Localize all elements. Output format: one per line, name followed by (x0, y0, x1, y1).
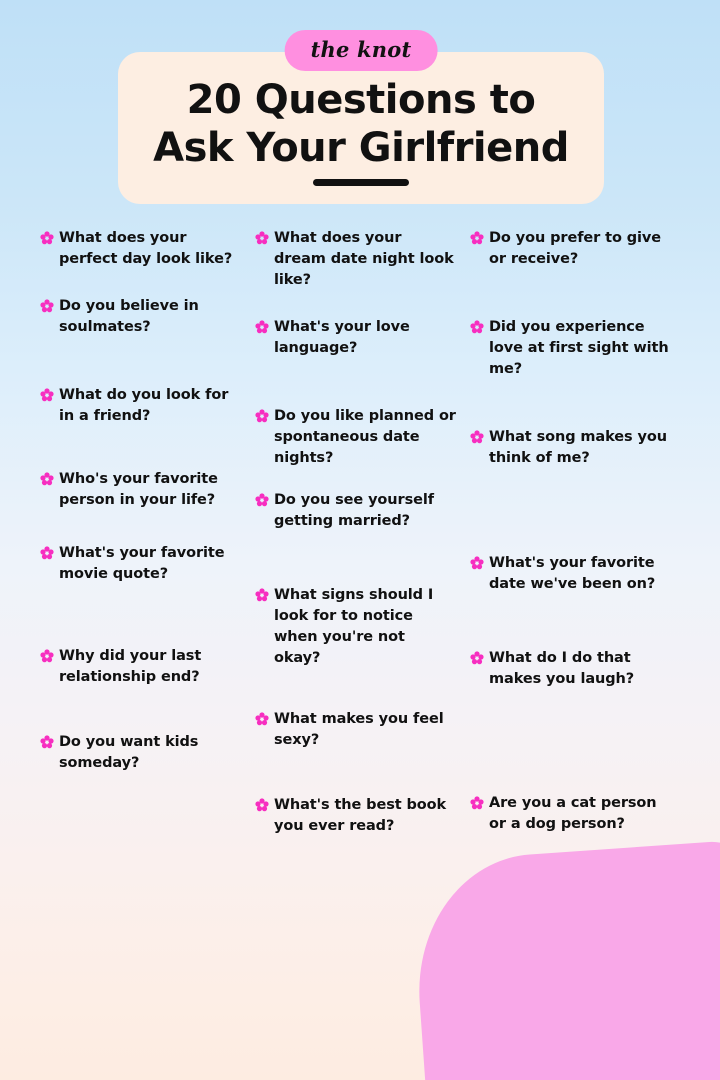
question-text: Did you experience love at first sight with me? (489, 319, 669, 377)
question-item (255, 585, 456, 669)
questions-columns (40, 228, 686, 837)
flower-bullet-icon (40, 231, 54, 247)
question-text: Why did your last relationship end? (59, 648, 202, 685)
question-item (255, 795, 456, 837)
flower-bullet-icon (255, 320, 269, 336)
question-item (470, 317, 671, 380)
question-text: What's the best book you ever read? (274, 797, 447, 834)
question-text: Do you like planned or spontaneous date nights? (274, 408, 456, 466)
question-item (470, 793, 671, 835)
question-item (40, 385, 241, 427)
title-underline (313, 179, 409, 186)
question-item (255, 406, 456, 469)
header-card (118, 37, 604, 204)
question-item (40, 296, 241, 338)
question-text: What does your perfect day look like? (59, 230, 233, 267)
question-item (255, 317, 456, 359)
flower-bullet-icon (40, 299, 54, 315)
question-item (40, 228, 241, 270)
flower-bullet-icon (40, 649, 54, 665)
question-text: What song makes you think of me? (489, 429, 667, 466)
flower-bullet-icon (40, 546, 54, 562)
question-text: What's your favorite date we've been on? (489, 555, 656, 592)
flower-bullet-icon (40, 472, 54, 488)
brand-logo: the knot (285, 30, 438, 71)
question-text: Do you see yourself getting married? (274, 492, 434, 529)
question-item (255, 228, 456, 291)
flower-bullet-icon (255, 712, 269, 728)
questions-column-1 (40, 228, 255, 837)
question-item (470, 427, 671, 469)
question-text: Do you want kids someday? (59, 734, 199, 771)
question-text: Do you believe in soulmates? (59, 298, 199, 335)
flower-bullet-icon (470, 556, 484, 572)
flower-bullet-icon (470, 430, 484, 446)
flower-bullet-icon (255, 588, 269, 604)
flower-bullet-icon (255, 798, 269, 814)
flower-bullet-icon (470, 796, 484, 812)
flower-bullet-icon (40, 735, 54, 751)
question-item (255, 490, 456, 532)
question-text: Are you a cat person or a dog person? (489, 795, 657, 832)
page-title-line2: Ask Your Girlfriend (153, 125, 569, 171)
flower-bullet-icon (470, 651, 484, 667)
question-item (40, 543, 241, 585)
question-item (255, 709, 456, 751)
question-item (40, 469, 241, 511)
flower-bullet-icon (255, 493, 269, 509)
decorative-pink-blob-secondary (480, 900, 720, 1080)
question-text: What's your love language? (274, 319, 410, 356)
question-text: Who's your favorite person in your life? (59, 471, 218, 508)
question-item (470, 553, 671, 595)
page-title-line1: 20 Questions to (186, 77, 536, 123)
flower-bullet-icon (470, 320, 484, 336)
question-text: What does your dream date night look like? (274, 230, 454, 288)
question-text: What signs should I look for to notice when you're not okay? (274, 587, 434, 666)
flower-bullet-icon (470, 231, 484, 247)
question-text: What do I do that makes you laugh? (489, 650, 635, 687)
question-item (470, 228, 671, 270)
question-item (470, 648, 671, 690)
question-text: What's your favorite movie quote? (59, 545, 225, 582)
questions-column-3 (470, 228, 685, 837)
question-text: What do you look for in a friend? (59, 387, 229, 424)
page-title (118, 76, 604, 172)
question-item (40, 732, 241, 774)
questions-column-2 (255, 228, 470, 837)
question-text: What makes you feel sexy? (274, 711, 444, 748)
question-item (40, 646, 241, 688)
flower-bullet-icon (40, 388, 54, 404)
flower-bullet-icon (255, 231, 269, 247)
flower-bullet-icon (255, 409, 269, 425)
question-text: Do you prefer to give or receive? (489, 230, 662, 267)
